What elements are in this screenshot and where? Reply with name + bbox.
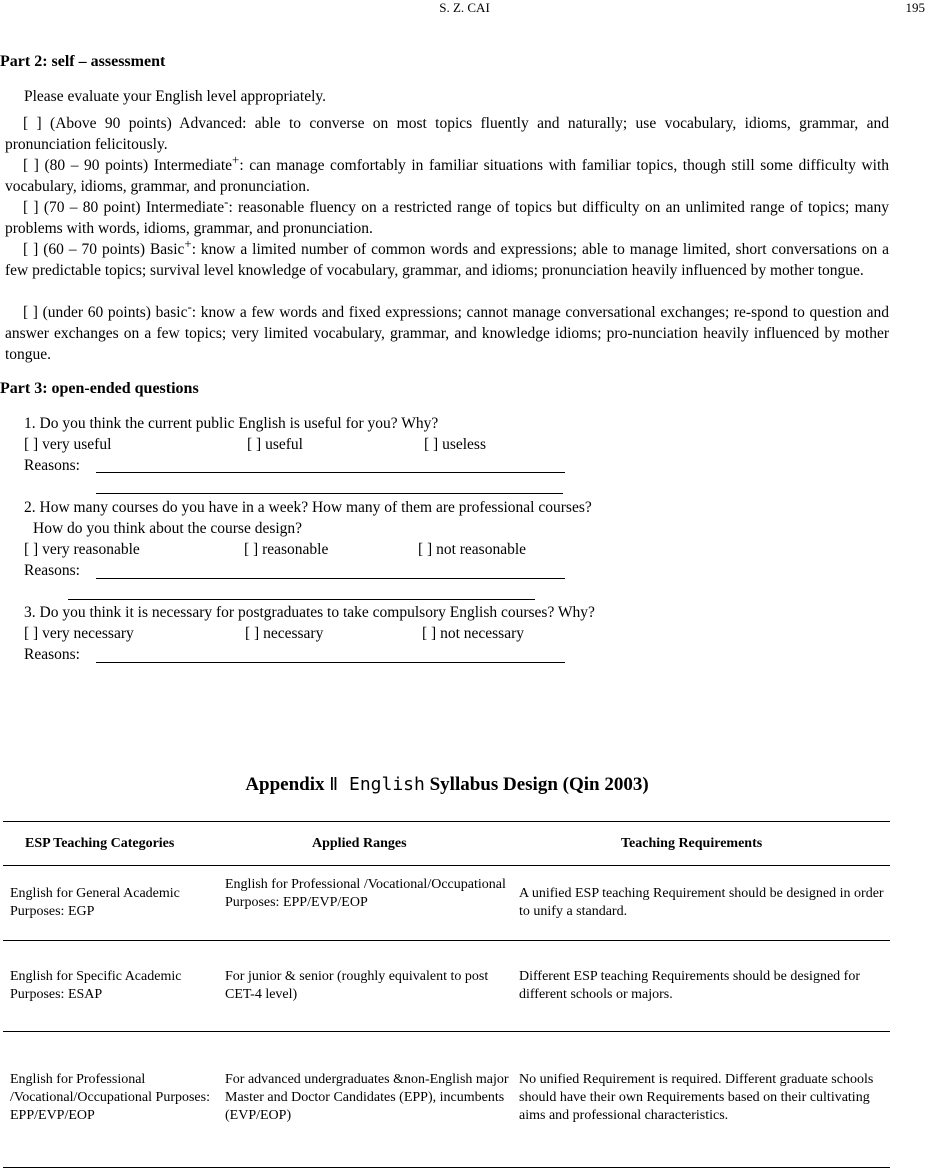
question-2-continued: How do you think about the course design? bbox=[33, 520, 303, 537]
option-checkbox[interactable]: [ ] bbox=[23, 157, 39, 175]
option-checkbox[interactable]: [ ] bbox=[23, 304, 38, 322]
table-bottom-rule bbox=[3, 1167, 890, 1168]
column-header-ranges: Applied Ranges bbox=[312, 836, 407, 851]
page-number: 195 bbox=[905, 0, 925, 15]
q1-choice-very-useful[interactable]: [ ] very useful bbox=[24, 436, 112, 453]
q1-choice-useless[interactable]: [ ] useless bbox=[424, 436, 486, 453]
question-1: 1. Do you think the current public English is useful for you? Why? bbox=[24, 415, 439, 432]
q3-reasons-label: Reasons: bbox=[24, 646, 80, 663]
part2-intro: Please evaluate your English level appropriately. bbox=[24, 88, 327, 105]
q3-choice-very-necessary[interactable]: [ ] very necessary bbox=[24, 625, 134, 642]
q3-choice-necessary[interactable]: [ ] necessary bbox=[245, 625, 324, 642]
q2-reasons-label: Reasons: bbox=[24, 562, 80, 579]
table-cell-requirement: Different ESP teaching Requirements should be designed for different schools or majors. bbox=[519, 969, 860, 1002]
part3-title: Part 3: open-ended questions bbox=[0, 380, 199, 397]
q1-reasons-line-2[interactable] bbox=[96, 493, 563, 494]
q2-reasons-line-2[interactable] bbox=[68, 599, 535, 600]
q3-reasons-line-1[interactable] bbox=[96, 662, 565, 663]
table-row-rule bbox=[3, 940, 890, 941]
self-assessment-option-basic-minus: [ ] (under 60 points) basic-: know a few words and fixed expressions; cannot manage conversational exchanges; re-spond to question and answer exchanges on a few topics; very limited vocabulary, grammar, and knowledge idioms; pro-nunciation heavily influenced by mother tongue. bbox=[5, 299, 890, 364]
table-header-rule bbox=[3, 865, 890, 866]
table-cell-range: English for Professional /Vocational/Occupational Purposes: EPP/EVP/EOP bbox=[225, 877, 506, 910]
q1-reasons-line-1[interactable] bbox=[96, 472, 565, 473]
q2-reasons-line-1[interactable] bbox=[96, 578, 565, 579]
table-cell-requirement: No unified Requirement is required. Different graduate schools should have their own Requirements based on their cultivating aims and professional characteristics. bbox=[519, 1072, 874, 1123]
self-assessment-option-intermediate-plus: [ ] (80 – 90 points) Intermediate+: can manage comfortably in familiar situations with familiar topics, though still some difficulty with vocabulary, idioms, grammar, and pronunciation. bbox=[5, 152, 890, 196]
table-row-rule bbox=[3, 1031, 890, 1032]
column-header-requirements: Teaching Requirements bbox=[621, 836, 763, 851]
q1-reasons-label: Reasons: bbox=[24, 457, 80, 474]
table-cell-range: For junior & senior (roughly equivalent to post CET-4 level) bbox=[225, 969, 489, 1002]
table-cell-requirement: A unified ESP teaching Requirement should be designed in order to unify a standard. bbox=[519, 886, 884, 919]
q3-choice-not-necessary[interactable]: [ ] not necessary bbox=[422, 625, 524, 642]
appendix-title: Appendix Ⅱ English Syllabus Design (Qin 2003) bbox=[245, 774, 649, 795]
q2-choice-not-reasonable[interactable]: [ ] not reasonable bbox=[418, 541, 527, 558]
q1-choice-useful[interactable]: [ ] useful bbox=[247, 436, 303, 453]
table-cell-range: For advanced undergraduates &non-English major Master and Doctor Candidates (EPP), incumbents (EVP/EOP) bbox=[225, 1072, 509, 1123]
question-3: 3. Do you think it is necessary for postgraduates to take compulsory English courses? Why? bbox=[24, 604, 595, 621]
option-checkbox[interactable]: [ ] bbox=[23, 199, 39, 217]
table-cell-category: English for General Academic Purposes: EGP bbox=[10, 886, 180, 919]
table-top-rule bbox=[3, 821, 890, 822]
running-header-author: S. Z. CAI bbox=[439, 0, 490, 15]
option-checkbox[interactable]: [ ] bbox=[23, 241, 39, 259]
question-2: 2. How many courses do you have in a week? How many of them are professional courses? bbox=[24, 499, 592, 516]
q2-choice-reasonable[interactable]: [ ] reasonable bbox=[244, 541, 329, 558]
q2-choice-very-reasonable[interactable]: [ ] very reasonable bbox=[24, 541, 140, 558]
table-cell-category: English for Professional /Vocational/Occupational Purposes: EPP/EVP/EOP bbox=[10, 1072, 210, 1123]
option-checkbox[interactable]: [ ] bbox=[23, 115, 42, 133]
self-assessment-option-basic-plus: [ ] (60 – 70 points) Basic+: know a limited number of common words and expressions; able to manage limited, short conversations on a few predictable topics; survival level knowledge of vocabulary, grammar, and idioms; pronunciation heavily influenced by mother tongue. bbox=[5, 236, 890, 280]
part2-title: Part 2: self – assessment bbox=[0, 53, 166, 70]
table-cell-category: English for Specific Academic Purposes: ESAP bbox=[10, 969, 182, 1002]
self-assessment-option-advanced: [ ] (Above 90 points) Advanced: able to converse on most topics fluently and naturally; use vocabulary, idioms, grammar, and pronunciation felicitously. bbox=[5, 115, 890, 154]
column-header-categories: ESP Teaching Categories bbox=[25, 836, 175, 851]
self-assessment-option-intermediate-minus: [ ] (70 – 80 point) Intermediate-: reasonable fluency on a restricted range of topics but difficulty on an unlimited range of topics; many problems with words, idioms, grammar, and pronunciation. bbox=[5, 194, 890, 238]
